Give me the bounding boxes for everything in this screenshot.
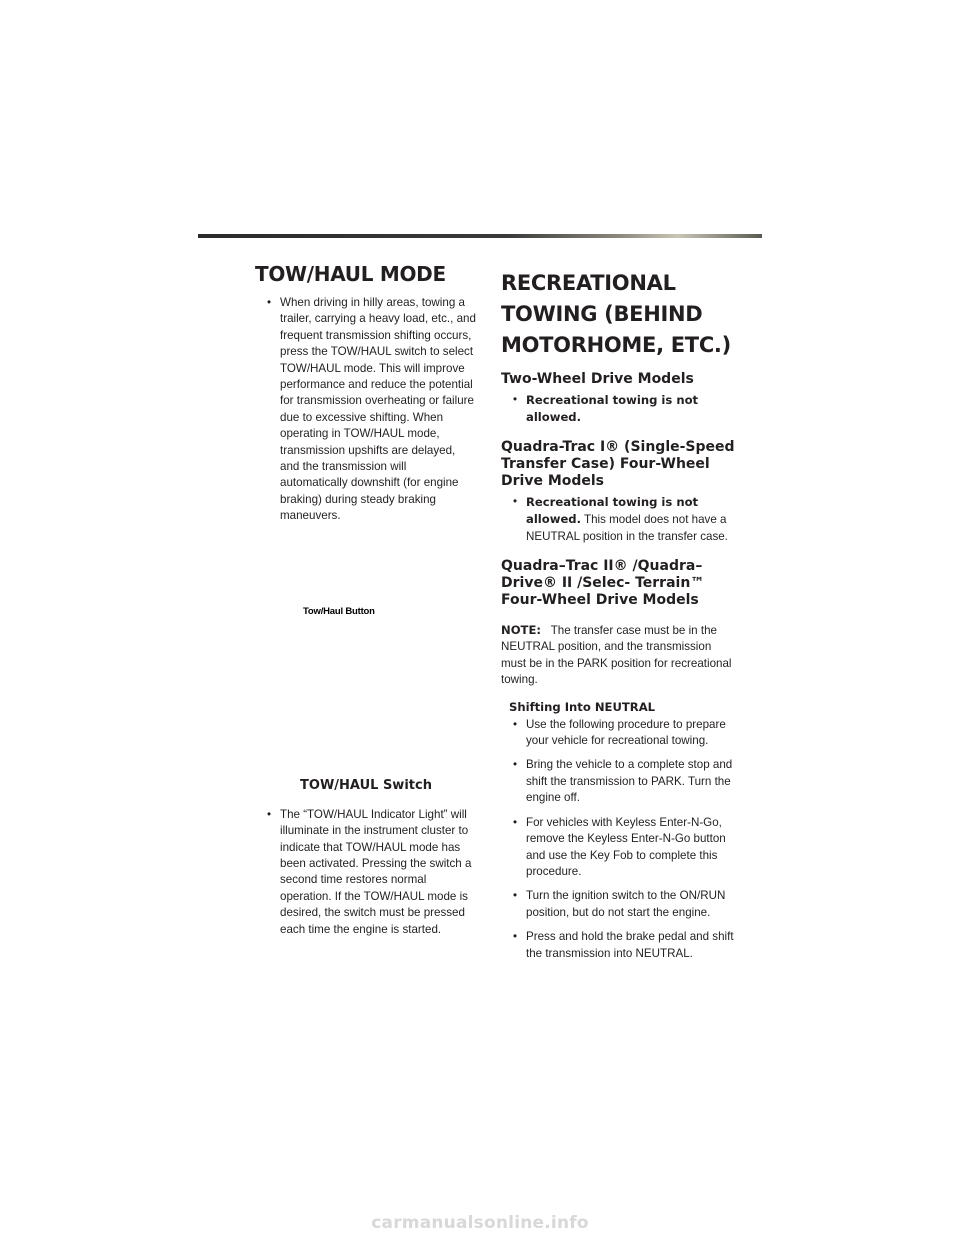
list-item [501, 888, 737, 921]
heading-line: Quadra-Trac I® (Single-Speed [501, 438, 735, 455]
note-text: The transfer case must be in the NEUTRAL position, and the transmission must be in the PARK position for recreational towing. [501, 624, 732, 687]
figure-caption: TOW/HAUL Switch [300, 777, 432, 793]
tow-haul-list-2 [255, 807, 477, 938]
figure-label: Tow/Haul Button [303, 605, 375, 617]
not-allowed-text: Recreational towing is not allowed. [526, 494, 699, 527]
heading-line: Drive® II /Selec- Terrain™ [501, 575, 705, 592]
header-rule [198, 234, 762, 238]
list-item [501, 392, 737, 427]
list-item [501, 494, 737, 545]
neutral-steps-list [501, 717, 737, 962]
bullet-glyph: • [513, 889, 518, 903]
two-wheel-drive-list [501, 392, 737, 427]
bullet-glyph: • [513, 717, 518, 731]
list-item [501, 717, 737, 750]
bullet-glyph: • [513, 758, 518, 772]
bullet-glyph: • [267, 296, 272, 309]
step-text: Press and hold the brake pedal and shift the transmission into NEUTRAL. [526, 930, 734, 960]
shifting-into-neutral-heading: Shifting Into NEUTRAL [509, 699, 656, 714]
step-text: Turn the ignition switch to the ON/RUN position, but do not start the engine. [526, 889, 726, 919]
step-text: Bring the vehicle to a complete stop and shift the transmission to PARK. Turn the engine off. [526, 758, 733, 805]
neutral-note-text: This model does not have a NEUTRAL position in the transfer case. [526, 513, 728, 543]
heading-line: Transfer Case) Four-Wheel [501, 455, 710, 472]
not-allowed-text: Recreational towing is not allowed. [526, 393, 699, 425]
bullet-glyph: • [513, 930, 518, 944]
heading-line: MOTORHOME, ETC.) [501, 333, 731, 357]
two-wheel-drive-heading: Two-Wheel Drive Models [501, 371, 694, 387]
heading-line: Drive Models [501, 472, 605, 489]
indicator-light-description: The “TOW/HAUL Indicator Light” will illuminate in the instrument cluster to indicate that TOW/HAUL mode has been activated. Pressing the switch a second time restores normal operation. If the TOW/HAUL mode is desired, the switch must be pressed each time the engine is started. [280, 807, 472, 936]
quadra-trac-ii-heading [501, 558, 737, 609]
heading-line: Quadra–Trac II® /Quadra– [501, 558, 703, 575]
heading-line: RECREATIONAL [501, 271, 676, 295]
step-text: Use the following procedure to prepare your vehicle for recreational towing. [526, 717, 726, 748]
list-item [501, 757, 737, 806]
note-paragraph [501, 622, 737, 689]
tow-haul-figure [255, 562, 477, 777]
list-item [255, 807, 477, 938]
tow-haul-description: When driving in hilly areas, towing a trailer, carrying a heavy load, etc., and frequent transmission shifting occurs, press the TOW/HAUL switch to select TOW/HAUL mode. This will improve performance and reduce the potential for transmission overheating or failure due to excessive shifting. When operating in TOW/HAUL mode, transmission upshifts are delayed, and the transmission will automatically downshift (for engine braking) during steady braking maneuvers. [280, 296, 476, 523]
heading-line: TOWING (BEHIND [501, 302, 703, 326]
list-item [255, 295, 477, 525]
watermark: carmanualsonline.info [371, 1213, 589, 1233]
bullet-glyph: • [513, 494, 518, 508]
right-column [501, 262, 737, 962]
bullet-glyph: • [513, 393, 518, 406]
tow-haul-list [255, 295, 477, 525]
step-text: For vehicles with Keyless Enter-N-Go, remove the Keyless Enter-N-Go button and use the Key Fob to complete this procedure. [526, 815, 726, 878]
bullet-glyph: • [267, 807, 272, 821]
heading-line: Four-Wheel Drive Models [501, 592, 699, 609]
bullet-glyph: • [513, 815, 518, 829]
tow-haul-heading: TOW/HAUL MODE [255, 262, 446, 286]
list-item [501, 929, 737, 962]
quadra-trac-i-heading [501, 439, 737, 490]
note-label: NOTE: [501, 623, 542, 638]
recreational-towing-heading [501, 268, 737, 361]
quadra-trac-i-list [501, 494, 737, 545]
left-column [255, 262, 477, 938]
list-item [501, 815, 737, 881]
